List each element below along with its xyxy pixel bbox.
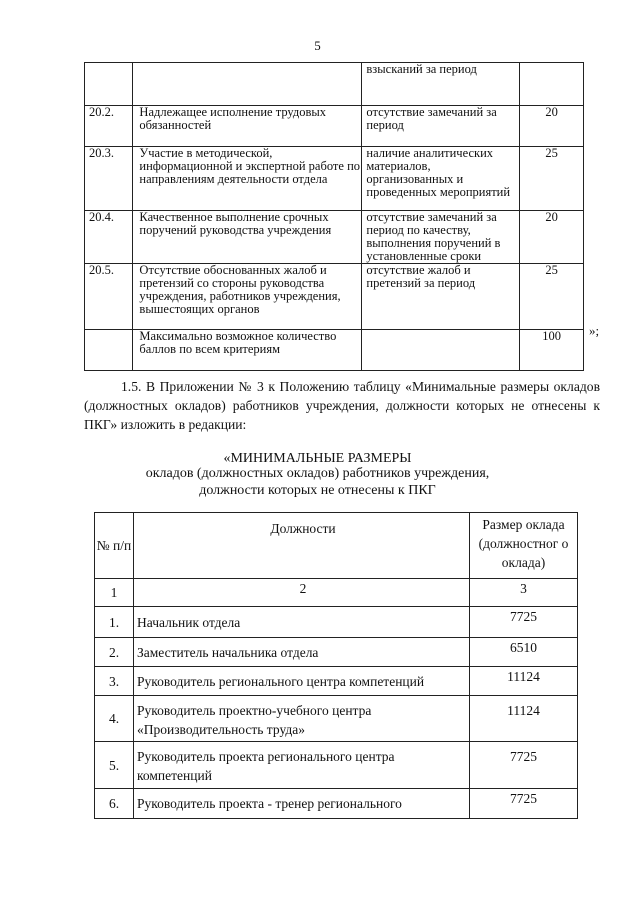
criterion-cell: отсутствие замечаний за период по качеству, выполнения поручений в установленные сроки [362, 211, 520, 264]
criterion-cell: взысканий за период [362, 63, 520, 106]
salary-cell: 11124 [470, 667, 578, 696]
table-title-line1: «МИНИМАЛЬНЫЕ РАЗМЕРЫ [223, 451, 412, 466]
colnum-1: 1 [95, 579, 134, 607]
table-title-line3: должности которых не отнесены к ПКГ [199, 483, 436, 498]
position-cell: Заместитель начальника отдела [134, 638, 470, 667]
row-number: 20.5. [85, 264, 133, 330]
table-row [95, 638, 578, 667]
salary-cell: 7725 [470, 742, 578, 789]
salary-cell: 6510 [470, 638, 578, 667]
colnum-3: 3 [470, 579, 578, 607]
indicator-cell: Участие в методической, информационной и экспертной работе по направлениям деятельности отдела [133, 147, 362, 211]
salary-cell: 7725 [470, 789, 578, 819]
row-number: 20.4. [85, 211, 133, 264]
indicator-cell [133, 63, 362, 106]
table-row [95, 667, 578, 696]
criterion-cell: отсутствие замечаний за период [362, 106, 520, 147]
row-number: 20.3. [85, 147, 133, 211]
criterion-cell [362, 330, 520, 371]
table-row [95, 742, 578, 789]
table-header-row [95, 513, 578, 579]
criterion-cell: отсутствие жалоб и претензий за период [362, 264, 520, 330]
indicator-cell: Отсутствие обоснованных жалоб и претензий со стороны руководства учреждения, работников учреждения, вышестоящих органов [133, 264, 362, 330]
table-row [85, 211, 584, 264]
row-number [85, 63, 133, 106]
table-row [95, 789, 578, 819]
page-number: 5 [314, 38, 321, 53]
amendment-paragraph: 1.5. В Приложении № 3 к Положению таблицу «Минимальные размеры окладов (должностных окладов) работников учреждения, должности которых не отнесены к ПКГ» изложить в редакции: [84, 379, 600, 432]
row-number: 5. [95, 742, 134, 789]
criterion-cell: наличие аналитических материалов, организованных и проведенных мероприятий [362, 147, 520, 211]
indicator-cell: Максимально возможное количество баллов по всем критериям [133, 330, 362, 371]
table-row [85, 264, 584, 330]
points-cell: 20 [520, 211, 584, 264]
column-number-row [95, 579, 578, 607]
table-title-line2: окладов (должностных окладов) работников учреждения, [145, 466, 490, 481]
row-number: 4. [95, 696, 134, 742]
position-cell: Руководитель проекта регионального центра компетенций [134, 742, 470, 789]
position-cell: Руководитель проекта - тренер регионального [134, 789, 470, 819]
closing-quote: »; [589, 323, 600, 338]
points-cell: 100 [520, 330, 584, 371]
indicator-cell: Качественное выполнение срочных поручений руководства учреждения [133, 211, 362, 264]
row-number: 20.2. [85, 106, 133, 147]
table-row [95, 696, 578, 742]
header-num: № п/п [95, 513, 134, 579]
position-cell: Руководитель регионального центра компетенций [134, 667, 470, 696]
header-salary: Размер оклада (должностног о оклада) [470, 513, 578, 579]
salary-table [94, 512, 578, 819]
row-number: 3. [95, 667, 134, 696]
indicator-cell: Надлежащее исполнение трудовых обязанностей [133, 106, 362, 147]
table-row [85, 106, 584, 147]
position-cell: Начальник отдела [134, 607, 470, 638]
position-cell: Руководитель проектно-учебного центра «Производительность труда» [134, 696, 470, 742]
table-row [85, 330, 584, 371]
header-position: Должности [134, 513, 470, 579]
table-row [85, 63, 584, 106]
points-cell: 25 [520, 264, 584, 330]
salary-cell: 11124 [470, 696, 578, 742]
points-cell: 25 [520, 147, 584, 211]
points-cell: 20 [520, 106, 584, 147]
colnum-2: 2 [134, 579, 470, 607]
row-number: 6. [95, 789, 134, 819]
salary-cell: 7725 [470, 607, 578, 638]
criteria-table [84, 62, 584, 371]
table-row [85, 147, 584, 211]
points-cell [520, 63, 584, 106]
row-number [85, 330, 133, 371]
table-row [95, 607, 578, 638]
row-number: 1. [95, 607, 134, 638]
row-number: 2. [95, 638, 134, 667]
